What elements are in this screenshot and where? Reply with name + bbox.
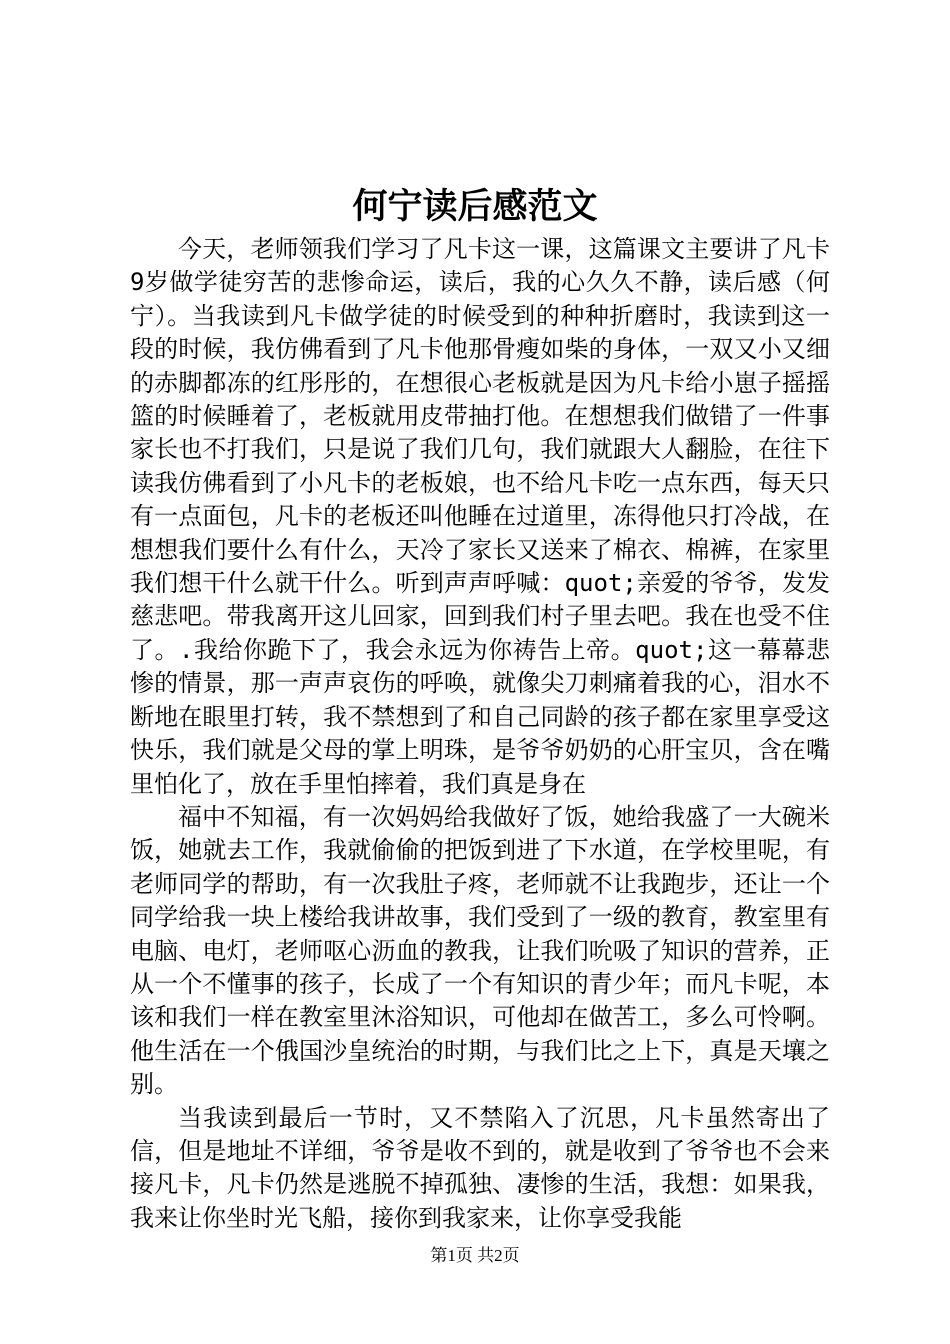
paragraph-2: 福中不知福，有一次妈妈给我做好了饭，她给我盛了一大碗米饭，她就去工作，我就偷偷的把饭到进了下水道，在学校里呢，有老师同学的帮助，有一次我肚子疼，老师就不让我跑步，还让一个同学给我一块上楼给我讲故事，我们受到了一级的教育，教室里有电脑、电灯，老师呕心沥血的教我，让我们吮吸了知识的营养，正从一个不懂事的孩子，长成了一个有知识的青少年；而凡卡呢，本该和我们一样在教室里沐浴知识，可他却在做苦工，多么可怜啊。他生活在一个俄国沙皇统治的时期，与我们比之上下，真是天壤之别。 — [130, 802, 830, 1099]
document-title: 何宁读后感范文 — [352, 186, 598, 227]
paragraph-3: 当我读到最后一节时，又不禁陷入了沉思，凡卡虽然寄出了信，但是地址不详细，爷爷是收不到的，就是收到了爷爷也不会来接凡卡，凡卡仍然是逃脱不掉孤独、凄惨的生活，我想：如果我，我来让你坐时光飞船，接你到我家来，让你享受我能 — [130, 1103, 830, 1232]
paragraph-1: 今天，老师领我们学习了凡卡这一课，这篇课文主要讲了凡卡9岁做学徒穷苦的悲惨命运，读后，我的心久久不静，读后感（何宁）。当我读到凡卡做学徒的时候受到的种种折磨时，我读到这一段的时候，我仿佛看到了凡卡他那骨瘦如柴的身体，一双又小又细的赤脚都冻的红彤彤的，在想很心老板就是因为凡卡给小崽子摇摇篮的时候睡着了，老板就用皮带抽打他。在想想我们做错了一件事家长也不打我们，只是说了我们几句，我们就跟大人翻脸，在往下读我仿佛看到了小凡卡的老板娘，也不给凡卡吃一点东西，每天只有一点面包，凡卡的老板还叫他睡在过道里，冻得他只打冷战，在想想我们要什么有什么，天冷了家长又送来了棉衣、棉裤，在家里我们想干什么就干什么。听到声声呼喊：quot;亲爱的爷爷，发发慈悲吧。带我离开这儿回家，回到我们村子里去吧。我在也受不住了。.我给你跪下了，我会永远为你祷告上帝。quot;这一幕幕悲惨的情景，那一声声哀伤的呼唤，就像尖刀刺痛着我的心，泪水不断地在眼里打转，我不禁想到了和自己同龄的孩子都在家里享受这快乐，我们就是父母的掌上明珠，是爷爷奶奶的心肝宝贝，含在嘴里怕化了，放在手里怕摔着，我们真是身在 — [130, 235, 830, 798]
page-footer: 第1页 共2页 — [430, 1246, 520, 1265]
document-body — [130, 233, 830, 1235]
